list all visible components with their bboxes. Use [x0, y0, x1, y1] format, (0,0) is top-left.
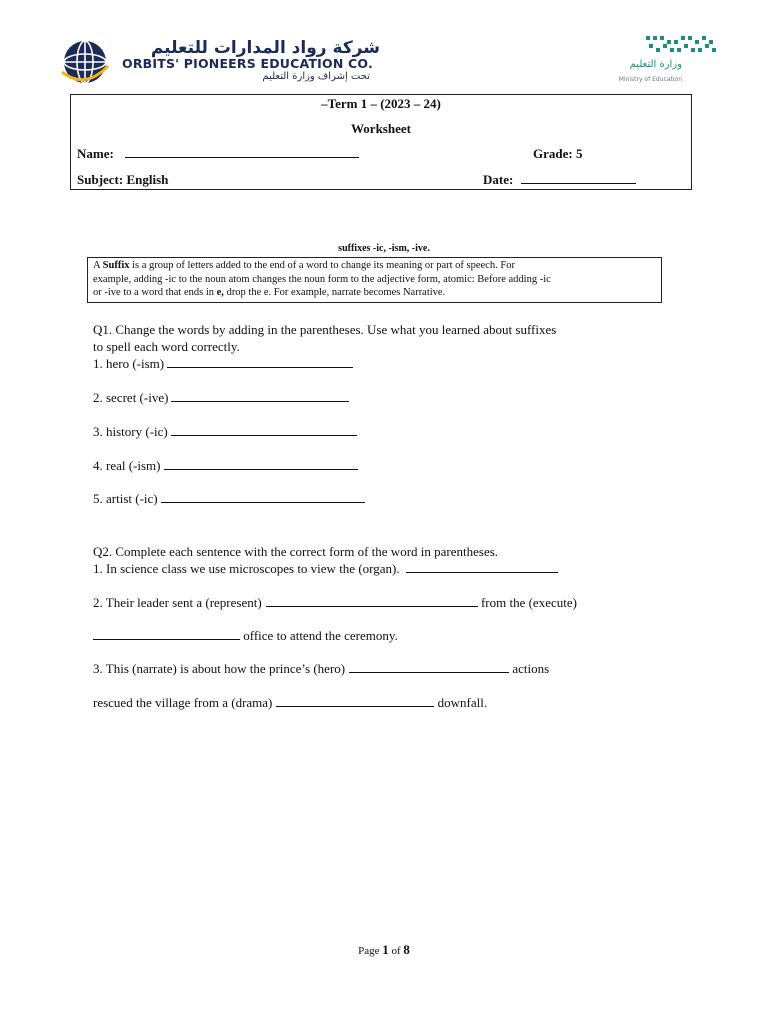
- answer-blank[interactable]: [161, 491, 365, 503]
- ministry-dots-icon: [646, 34, 718, 58]
- answer-blank[interactable]: [266, 595, 478, 607]
- ministry-logo: [612, 34, 718, 88]
- q2-sentence-3: 3. This (narrate) is about how the prince’s (hero) actions: [93, 661, 550, 676]
- company-subtitle-ar: تحت إشراف وزارة التعليم: [262, 71, 370, 82]
- globe-icon: [60, 38, 110, 86]
- worksheet-info-box: [70, 94, 692, 190]
- definition-line-3: or -ive to a word that ends in e, drop the e. For example, narrate becomes Narrative.: [93, 287, 446, 298]
- answer-blank[interactable]: [349, 661, 509, 673]
- term-label: –Term 1 – (2023 – 24): [321, 96, 441, 111]
- page-number: Page 1 of 8: [358, 942, 410, 957]
- answer-blank[interactable]: [406, 561, 558, 573]
- q2-sentence-3-cont: rescued the village from a (drama) downfall.: [93, 695, 488, 710]
- answer-blank[interactable]: [276, 695, 434, 707]
- ministry-name-en: Ministry of Education: [618, 76, 682, 83]
- q2-sentence-1: 1. In science class we use microscopes to view the (organ).: [93, 561, 558, 577]
- definition-line-1: A Suffix is a group of letters added to the end of a word to change its meaning or part of speech. For: [93, 260, 515, 271]
- answer-blank[interactable]: [164, 458, 358, 470]
- definition-line-2: example, adding -ic to the noun atom changes the noun form to the adjective form, atomic: Before adding -ic: [93, 273, 551, 285]
- q2-sentence-2: 2. Their leader sent a (represent) from the (execute): [93, 595, 577, 610]
- date-row: [483, 172, 636, 188]
- name-row: [77, 146, 359, 162]
- company-name-ar: شركة رواد المدارات للتعليم: [150, 38, 380, 58]
- answer-blank[interactable]: [93, 628, 240, 640]
- company-logo: [60, 38, 380, 86]
- answer-blank[interactable]: [171, 390, 349, 402]
- suffix-definition-box: [87, 257, 662, 303]
- name-label: Name:: [77, 146, 114, 161]
- date-blank[interactable]: [521, 173, 636, 184]
- q2-prompt: Q2. Complete each sentence with the correct form of the word in parentheses.: [93, 544, 499, 559]
- q1-item: 4. real (-ism): [93, 458, 358, 474]
- subject-label: Subject: English: [77, 172, 169, 187]
- name-blank[interactable]: [125, 147, 359, 158]
- q1-prompt-line-1: Q1. Change the words by adding in the parentheses. Use what you learned about suffixes: [93, 322, 557, 337]
- suffix-title: suffixes -ic, -ism, -ive.: [338, 243, 430, 254]
- worksheet-title: Worksheet: [351, 121, 411, 136]
- grade-label: Grade: 5: [533, 146, 583, 161]
- q1-item: 2. secret (-ive): [93, 390, 349, 406]
- answer-blank[interactable]: [171, 424, 357, 436]
- ministry-name-ar: وزارة التعليم: [629, 59, 682, 70]
- q1-prompt-line-2: to spell each word correctly.: [93, 339, 240, 354]
- q1-item: 5. artist (-ic): [93, 491, 365, 507]
- q1-item: 1. hero (-ism): [93, 356, 353, 372]
- q2-sentence-2-cont: office to attend the ceremony.: [93, 628, 398, 644]
- q1-item: 3. history (-ic): [93, 424, 357, 440]
- answer-blank[interactable]: [167, 356, 353, 368]
- date-label: Date:: [483, 172, 514, 187]
- company-name-en: ORBITS' PIONEERS EDUCATION CO.: [122, 56, 373, 71]
